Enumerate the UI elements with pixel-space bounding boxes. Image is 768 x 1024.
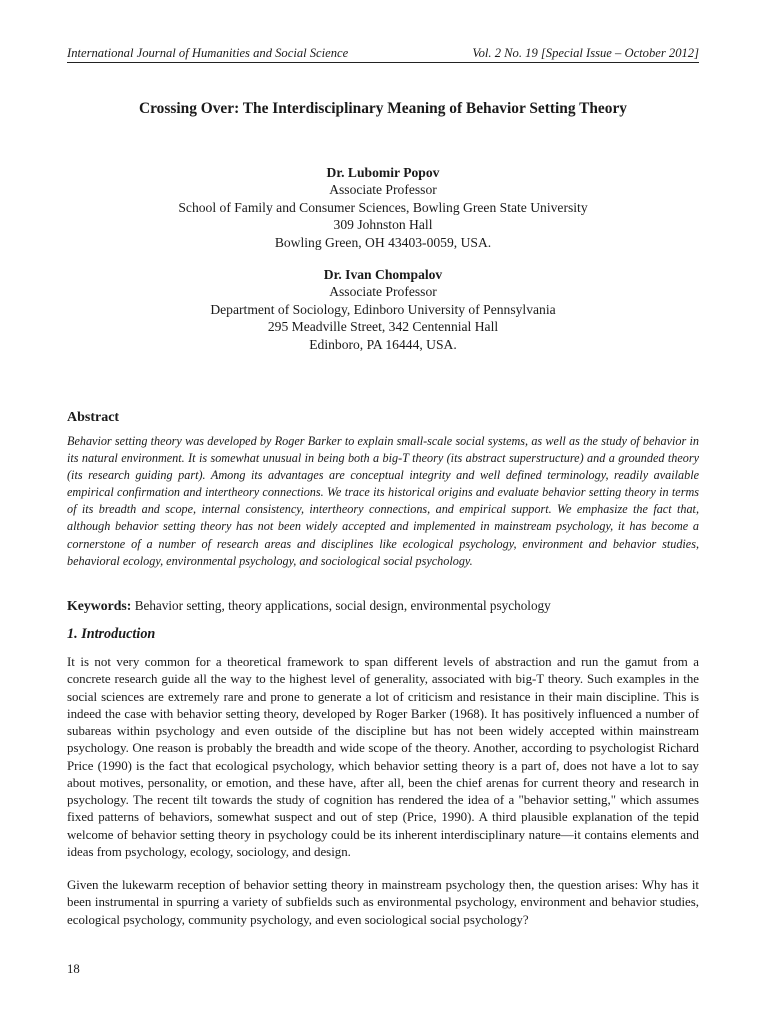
section-heading-introduction: 1. Introduction [67,626,156,642]
author-address-line-1: 295 Meadville Street, 342 Centennial Hall [267,319,499,335]
body-paragraph: Given the lukewarm reception of behavior setting theory in mainstream psychology then, the question arises: Why has it been instrumental in spurring a variety of subfields such as environmental psychology, environment and behavior studies, ecological psychology, community psychology, and even sociological social psychology? [67,878,699,927]
page-number: 18 [67,962,80,976]
author-name: Dr. Lubomir Popov [326,165,440,180]
author-block-2 [67,266,699,353]
author-block-1 [67,164,699,251]
author-name: Dr. Ivan Chompalov [323,267,443,282]
author-address-line-1: 309 Johnston Hall [333,217,433,233]
author-department: Department of Sociology, Edinboro University of Pennsylvania [210,301,556,317]
abstract-heading: Abstract [67,410,120,425]
author-address-line-2: Bowling Green, OH 43403-0059, USA. [274,234,492,250]
author-address-line-2: Edinboro, PA 16444, USA. [309,336,457,352]
abstract-text: Behavior setting theory was developed by Roger Barker to explain small-scale social systems, as well as the study of behavior in its natural environment. It is somewhat unusual in being both a big-T theory (its abstract superstructure) and a grounded theory (its research guiding part). Among its advantages are conceptual integrity and well defined terminology, readily available empirical confirmation and intertheory connections. We trace its historical origins and evaluate behavior setting theory in terms of its breadth and scope, internal consistency, intertheory connections, and empirical support. We emphasize the fact that, although behavior setting theory has not been widely accepted and implemented in mainstream psychology, it has become a cornerstone of a number of research areas and disciplines like ecological psychology, environment and behavior studies, behavioral ecology, environmental psychology, and sociological social psychology. [67,434,699,568]
journal-name: International Journal of Humanities and Social Science [67,46,349,60]
keywords-text: Behavior setting, theory applications, social design, environmental psychology [131,598,551,613]
keywords-label: Keywords: [67,598,132,613]
keywords-line [67,597,699,614]
issue-info: Vol. 2 No. 19 [Special Issue – October 2012] [472,46,699,60]
author-department: School of Family and Consumer Sciences, Bowling Green State University [178,199,588,215]
author-position: Associate Professor [329,182,437,198]
running-header [67,46,699,63]
author-position: Associate Professor [329,284,437,300]
paper-title: Crossing Over: The Interdisciplinary Meaning of Behavior Setting Theory [139,100,627,117]
body-paragraph: It is not very common for a theoretical framework to span different levels of abstraction and run the gamut from a concrete research guide all the way to the highest level of generality, associated with big-T theory. Such examples in the social sciences are extremely rare and prone to generate a lot of criticism and resistance in their main discipline. This is indeed the case with behavior setting theory, developed by Roger Barker (1968). It has positively influenced a number of subareas within psychology and even outside of the discipline but has not been widely accepted within mainstream psychology. One reason is probably the breadth and wide scope of the theory. Another, according to psychologist Richard Price (1990) is the fact that ecological psychology, which behavior setting theory is a part of, does not have a lot to say about motives, personality, or emotion, and these have, after all, been the chief arenas for current theory and research in psychology. The recent tilt towards the study of cognition has rendered the idea of a "behavior setting," which assumes fixed patterns of behaviors, somewhat suspect and out of step (Price, 1990). A third plausible explanation of the tepid welcome of behavior setting theory in psychology could be its inherent interdisciplinary nature—it contains elements and ideas from psychology, ecology, sociology, and design. [67,655,699,859]
